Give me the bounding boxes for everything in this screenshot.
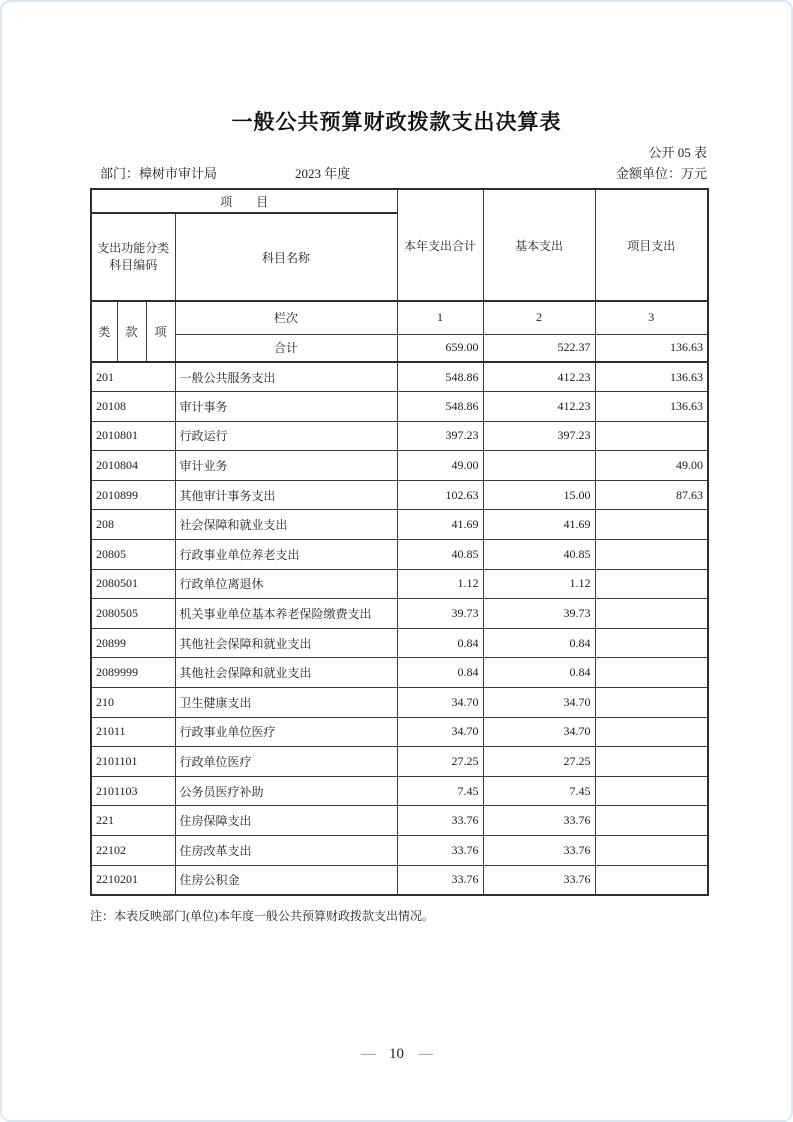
row-code: 2089999 [91,658,175,688]
row-total: 397.23 [397,421,483,451]
table-row [91,658,708,688]
row-code: 20899 [91,628,175,658]
row-total: 33.76 [397,806,483,836]
header-col-num-2: 2 [483,301,595,334]
header-cat: 类 [91,301,117,362]
row-code: 208 [91,510,175,540]
row-code: 210 [91,688,175,718]
row-project: 49.00 [595,451,708,481]
row-name: 卫生健康支出 [175,688,397,718]
row-code: 2010804 [91,451,175,481]
row-project [595,569,708,599]
header-lanci: 栏次 [175,301,397,334]
row-total: 548.86 [397,362,483,392]
header-kuan: 款 [117,301,146,362]
row-name: 住房改革支出 [175,836,397,866]
table-note: 注：本表反映部门(单位)本年度一般公共预算财政拨款支出情况。 [90,909,434,923]
table-row [91,717,708,747]
row-total: 34.70 [397,688,483,718]
row-project [595,688,708,718]
header-func-class-line1: 支出功能分类 [97,241,170,255]
row-total: 548.86 [397,392,483,422]
department-label: 部门：樟树市审计局 [100,166,218,181]
row-total: 34.70 [397,717,483,747]
table-row [91,421,708,451]
row-name: 机关事业单位基本养老保险缴费支出 [175,599,397,629]
row-code: 2080501 [91,569,175,599]
row-basic: 34.70 [483,688,595,718]
row-name: 其他社会保障和就业支出 [175,628,397,658]
table-row [91,569,708,599]
row-total: 39.73 [397,599,483,629]
table-row [91,362,708,392]
table-row [91,540,708,570]
page-footer [2,1046,791,1063]
row-project [595,717,708,747]
header-xiang: 项 [146,301,175,362]
row-name: 审计事务 [175,392,397,422]
row-project [595,421,708,451]
row-basic: 15.00 [483,480,595,510]
row-total: 33.76 [397,865,483,895]
table-row [91,806,708,836]
row-basic: 33.76 [483,836,595,866]
footer-dash-left: — [361,1046,375,1062]
row-total: 27.25 [397,747,483,777]
row-code: 22102 [91,836,175,866]
row-code: 21011 [91,717,175,747]
row-name: 公务员医疗补助 [175,776,397,806]
row-name: 行政单位医疗 [175,747,397,777]
table-row [91,865,708,895]
row-project [595,540,708,570]
header-func-class-line2: 科目编码 [109,258,158,272]
table-row [91,451,708,481]
year-label: 2023 年度 [295,166,351,181]
row-basic: 34.70 [483,717,595,747]
row-project [595,747,708,777]
row-code: 2210201 [91,865,175,895]
total-row-label: 合计 [175,334,397,362]
unit-label: 金额单位：万元 [615,166,707,181]
row-name: 审计业务 [175,451,397,481]
total-row-basic: 522.37 [483,334,595,362]
header-col-project: 项目支出 [595,189,708,301]
row-total: 0.84 [397,658,483,688]
row-basic: 33.76 [483,865,595,895]
row-name: 一般公共服务支出 [175,362,397,392]
row-basic: 412.23 [483,362,595,392]
table-row [91,510,708,540]
header-project: 项 目 [91,189,397,213]
meta-row [90,163,707,183]
page-title: 一般公共预算财政拨款支出决算表 [231,111,562,134]
table-row [91,392,708,422]
row-code: 20108 [91,392,175,422]
row-name: 行政事业单位医疗 [175,717,397,747]
header-subject-name: 科目名称 [175,213,397,301]
row-name: 住房公积金 [175,865,397,895]
row-project: 87.63 [595,480,708,510]
row-project [595,658,708,688]
row-name: 行政单位离退休 [175,569,397,599]
row-name: 其他社会保障和就业支出 [175,658,397,688]
row-total: 1.12 [397,569,483,599]
table-row [91,628,708,658]
row-code: 20805 [91,540,175,570]
row-total: 7.45 [397,776,483,806]
header-col-num-3: 3 [595,301,708,334]
row-project [595,865,708,895]
row-basic: 40.85 [483,540,595,570]
row-code: 2101101 [91,747,175,777]
row-basic: 39.73 [483,599,595,629]
table-row [91,599,708,629]
row-name: 住房保障支出 [175,806,397,836]
row-project [595,510,708,540]
row-name: 行政事业单位养老支出 [175,540,397,570]
expenditure-table [90,188,709,896]
header-col-basic: 基本支出 [483,189,595,301]
row-total: 40.85 [397,540,483,570]
row-code: 2080505 [91,599,175,629]
row-total: 102.63 [397,480,483,510]
row-code: 2010899 [91,480,175,510]
row-project [595,836,708,866]
table-row [91,776,708,806]
total-row-project: 136.63 [595,334,708,362]
row-basic: 0.84 [483,628,595,658]
row-total: 41.69 [397,510,483,540]
row-name: 行政运行 [175,421,397,451]
row-basic: 27.25 [483,747,595,777]
row-name: 其他审计事务支出 [175,480,397,510]
row-basic: 412.23 [483,392,595,422]
row-basic: 1.12 [483,569,595,599]
row-project: 136.63 [595,362,708,392]
total-row-total: 659.00 [397,334,483,362]
row-basic: 41.69 [483,510,595,540]
row-project: 136.63 [595,392,708,422]
row-total: 0.84 [397,628,483,658]
table-code-label: 公开 05 表 [648,145,707,160]
row-project [595,806,708,836]
row-project [595,628,708,658]
row-code: 201 [91,362,175,392]
header-func-code [91,213,175,301]
header-col-num-1: 1 [397,301,483,334]
footer-dash-right: — [418,1046,432,1062]
row-project [595,599,708,629]
page-number: 10 [389,1046,404,1062]
row-name: 社会保障和就业支出 [175,510,397,540]
table-row [91,688,708,718]
row-project [595,776,708,806]
row-code: 2101103 [91,776,175,806]
row-basic: 397.23 [483,421,595,451]
table-row [91,836,708,866]
row-basic: 33.76 [483,806,595,836]
row-basic: 7.45 [483,776,595,806]
table-row [91,480,708,510]
row-code: 2010801 [91,421,175,451]
row-total: 33.76 [397,836,483,866]
row-basic: 0.84 [483,658,595,688]
row-basic [483,451,595,481]
table-body [91,362,708,895]
row-total: 49.00 [397,451,483,481]
row-code: 221 [91,806,175,836]
header-col-total: 本年支出合计 [397,189,483,301]
table-row [91,747,708,777]
